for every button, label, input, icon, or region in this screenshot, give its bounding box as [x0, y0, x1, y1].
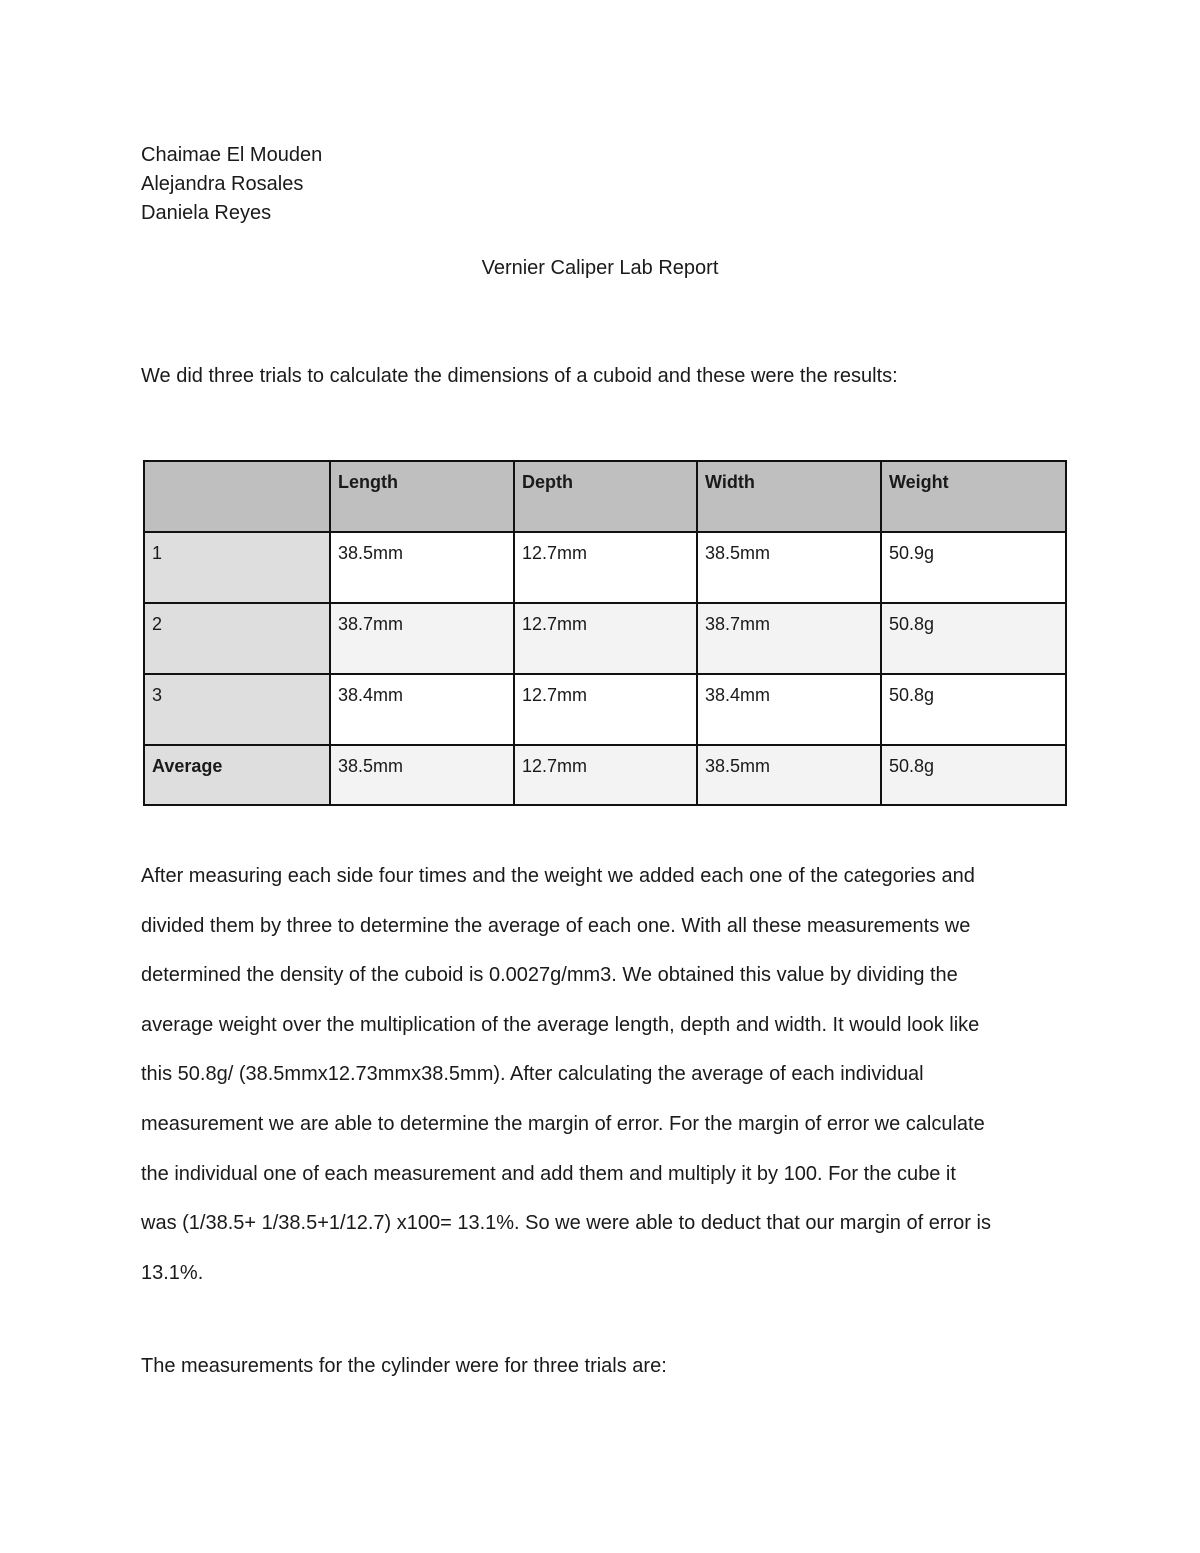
row-label: 1: [144, 532, 330, 603]
table-cell: 38.7mm: [330, 603, 514, 674]
table-cell: 38.4mm: [697, 674, 881, 745]
table-header-cell: [144, 461, 330, 532]
results-table: [143, 460, 1067, 806]
paragraph-line: determined the density of the cuboid is 0.0027g/mm3. We obtained this value by dividing the: [141, 964, 958, 987]
table-cell: 38.5mm: [697, 532, 881, 603]
paragraph-line: this 50.8g/ (38.5mmx12.73mmx38.5mm). After calculating the average of each individual: [141, 1063, 924, 1086]
table-row: [144, 532, 1066, 603]
paragraph-line: was (1/38.5+ 1/38.5+1/12.7) x100= 13.1%. So we were able to deduct that our margin of error is: [141, 1212, 991, 1235]
paragraph-line: the individual one of each measurement and add them and multiply it by 100. For the cube it: [141, 1162, 956, 1185]
paragraph-line: measurement we are able to determine the margin of error. For the margin of error we calculate: [141, 1112, 985, 1135]
table-header-row: [144, 461, 1066, 532]
table-cell: 12.7mm: [514, 745, 697, 805]
paragraph-line: divided them by three to determine the average of each one. With all these measurements we: [141, 914, 971, 937]
table-cell: 12.7mm: [514, 532, 697, 603]
table-cell: 38.5mm: [330, 532, 514, 603]
author-name: Alejandra Rosales: [141, 173, 304, 195]
paragraph-line: average weight over the multiplication of the average length, depth and width. It would look like: [141, 1013, 980, 1036]
table-cell: 38.5mm: [330, 745, 514, 805]
report-title: Vernier Caliper Lab Report: [481, 257, 719, 279]
closing-text: The measurements for the cylinder were for three trials are:: [141, 1355, 667, 1377]
table-cell: 12.7mm: [514, 674, 697, 745]
row-label: Average: [144, 745, 330, 805]
table-header-cell: Depth: [514, 461, 697, 532]
table-cell: 50.8g: [881, 674, 1066, 745]
table-cell: 38.7mm: [697, 603, 881, 674]
table-header-cell: Length: [330, 461, 514, 532]
table-cell: 12.7mm: [514, 603, 697, 674]
paragraph-line: 13.1%.: [141, 1261, 204, 1284]
table-cell: 38.5mm: [697, 745, 881, 805]
paragraph-line: After measuring each side four times and the weight we added each one of the categories and: [141, 865, 975, 887]
table-cell: 50.9g: [881, 532, 1066, 603]
row-label: 3: [144, 674, 330, 745]
table-row: [144, 674, 1066, 745]
table-row-average: [144, 745, 1066, 805]
table-cell: 50.8g: [881, 745, 1066, 805]
intro-text: We did three trials to calculate the dimensions of a cuboid and these were the results:: [141, 365, 898, 387]
analysis-paragraph: [141, 852, 1071, 1298]
table-row: [144, 603, 1066, 674]
table-header-cell: Width: [697, 461, 881, 532]
author-list: [141, 141, 322, 228]
author-name: Daniela Reyes: [141, 202, 272, 224]
author-name: Chaimae El Mouden: [141, 144, 323, 166]
table-cell: 50.8g: [881, 603, 1066, 674]
row-label: 2: [144, 603, 330, 674]
table-cell: 38.4mm: [330, 674, 514, 745]
table-header-cell: Weight: [881, 461, 1066, 532]
